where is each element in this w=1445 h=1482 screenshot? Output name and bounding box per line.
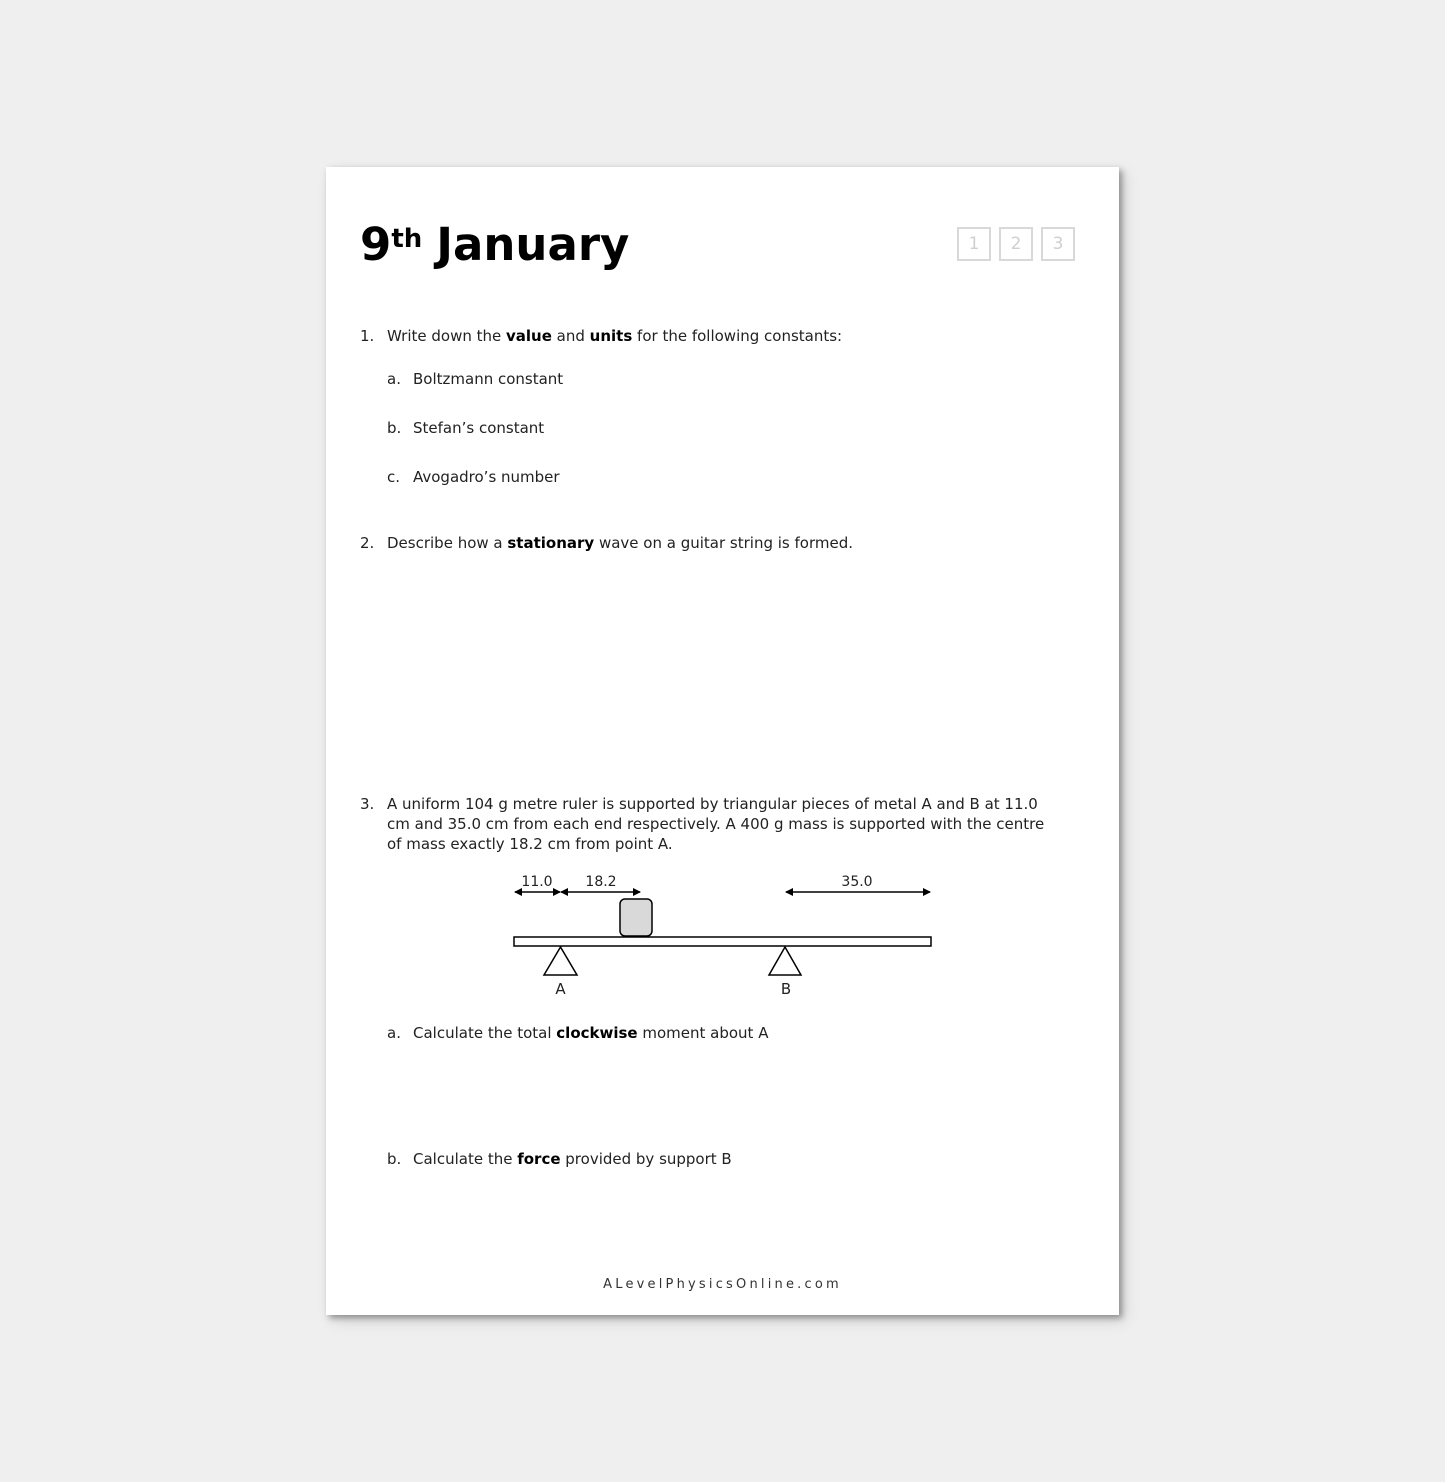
emphasis-text: clockwise xyxy=(556,1024,638,1042)
dimension-label-18: 18.2 xyxy=(585,874,617,890)
subpart-text xyxy=(413,1149,732,1169)
support-label-a: A xyxy=(555,980,566,998)
text-segment: Write down the xyxy=(387,327,506,345)
text-segment: Calculate the xyxy=(413,1150,518,1168)
question-number: 2. xyxy=(360,534,375,552)
subpart-text: Avogadro’s number xyxy=(413,468,560,486)
text-segment: Calculate the total xyxy=(413,1024,557,1042)
emphasis-text: force xyxy=(517,1150,561,1168)
dimension-arrow-18 xyxy=(561,874,640,892)
score-boxes xyxy=(957,227,1075,261)
page-title xyxy=(360,217,629,273)
subpart-label: b. xyxy=(387,419,402,437)
text-segment: moment about A xyxy=(637,1024,769,1042)
emphasis-text: stationary xyxy=(507,534,595,552)
text-segment: wave on a guitar string is formed. xyxy=(594,534,853,552)
question-number: 3. xyxy=(360,795,375,813)
subpart-label: b. xyxy=(387,1150,402,1168)
subpart-text xyxy=(413,1023,768,1043)
question-number: 1. xyxy=(360,327,375,345)
title-month: January xyxy=(436,218,630,271)
text-segment: and xyxy=(551,327,590,345)
dimension-label-35: 35.0 xyxy=(841,874,873,890)
question-text xyxy=(387,326,842,346)
score-box-2[interactable]: 2 xyxy=(999,227,1033,261)
title-day: 9 xyxy=(360,218,392,271)
score-box-3[interactable]: 3 xyxy=(1041,227,1075,261)
dimension-label-11: 11.0 xyxy=(521,874,553,890)
support-a-triangle xyxy=(544,947,577,975)
question-text: A uniform 104 g metre ruler is supported by triangular pieces of metal A and B at 11.0 cm and 35.0 cm from each end respectively. A 400 g mass is supported with the centre of mass exactly 18.2 cm from point A. xyxy=(387,795,1045,853)
subpart-label: c. xyxy=(387,468,401,486)
metre-ruler xyxy=(514,937,931,946)
subpart-text: Stefan’s constant xyxy=(413,419,545,437)
title-day-suffix: th xyxy=(391,224,423,254)
text-segment: for the following constants: xyxy=(632,327,843,345)
support-label-b: B xyxy=(780,980,792,998)
support-b-triangle xyxy=(769,947,801,975)
worksheet-page xyxy=(326,167,1119,1315)
dimension-arrow-35 xyxy=(786,874,930,892)
text-segment: Describe how a xyxy=(387,534,508,552)
footer-site: ALevelPhysicsOnline.com xyxy=(603,1277,842,1292)
subpart-label: a. xyxy=(387,370,401,388)
subpart-text: Boltzmann constant xyxy=(413,370,564,388)
mass-block xyxy=(620,899,652,936)
emphasis-text: units xyxy=(589,327,633,345)
subpart-label: a. xyxy=(387,1024,401,1042)
dimension-arrow-11 xyxy=(515,874,560,892)
question-text xyxy=(387,533,853,553)
score-box-1[interactable]: 1 xyxy=(957,227,991,261)
emphasis-text: value xyxy=(506,327,552,345)
ruler-diagram xyxy=(506,867,946,1007)
text-segment: provided by support B xyxy=(560,1150,732,1168)
